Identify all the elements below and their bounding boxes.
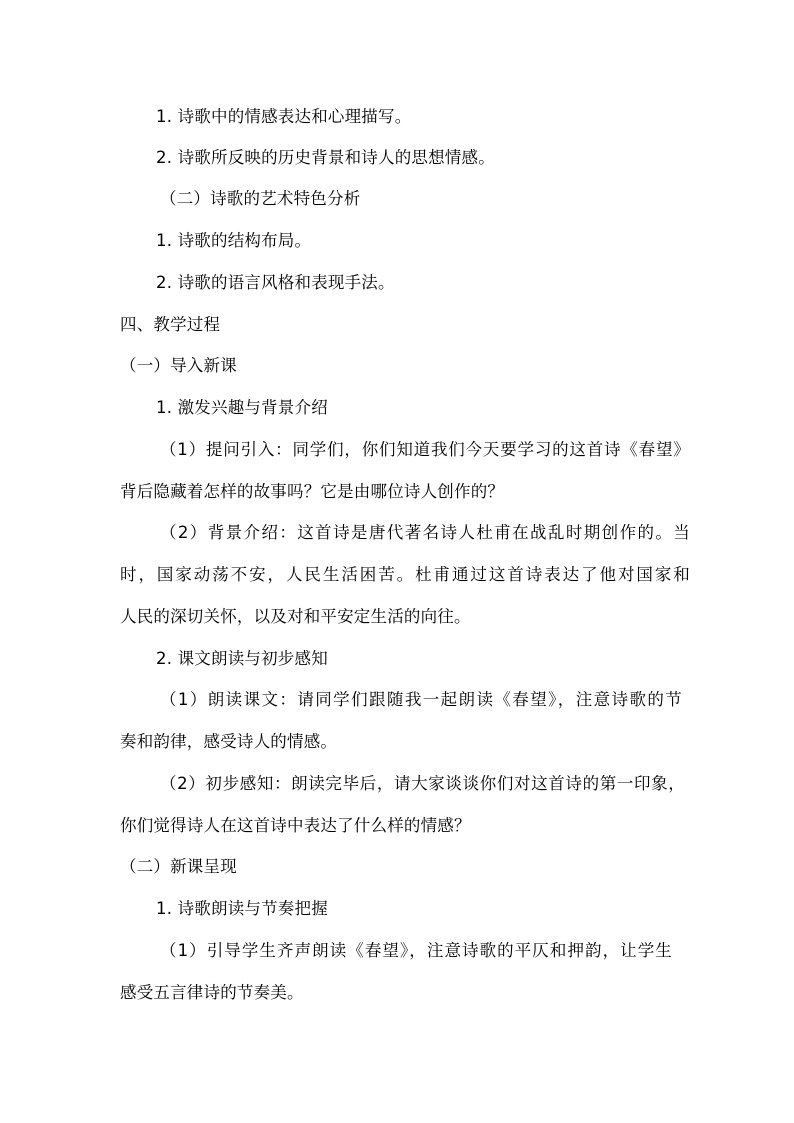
subheading-reading-perception: 2. 课文朗读与初步感知 <box>156 649 328 668</box>
paragraph-item-1-emotion: 1. 诗歌中的情感表达和心理描写。 <box>156 107 412 126</box>
paragraph-rhythm-line1: （1）引导学生齐声朗读《春望》，注意诗歌的平仄和押韵，让学生 <box>160 941 672 960</box>
paragraph-item-2-language: 2. 诗歌的语言风格和表现手法。 <box>156 273 395 292</box>
subheading-rhythm: 1. 诗歌朗读与节奏把握 <box>156 899 328 918</box>
paragraph-background-line1: （2）背景介绍：这首诗是唐代著名诗人杜甫在战乱时期创作的。当 <box>160 523 690 542</box>
paragraph-perception-line2: 你们觉得诗人在这首诗中表达了什么样的情感？ <box>120 816 471 835</box>
paragraph-question-line2: 背后隐藏着怎样的故事吗？它是由哪位诗人创作的？ <box>120 482 505 501</box>
paragraph-question-line1: （1）提问引入：同学们，你们知道我们今天要学习的这首诗《春望》 <box>160 440 690 459</box>
chapter-heading-teaching-process: 四、教学过程 <box>120 315 221 334</box>
paragraph-background-line3: 人民的深切关怀，以及对和平安定生活的向往。 <box>120 607 471 626</box>
section-heading-new-lesson: （二）新课呈现 <box>120 857 237 876</box>
paragraph-perception-line1: （2）初步感知：朗读完毕后，请大家谈谈你们对这首诗的第一印象， <box>160 774 685 793</box>
section-heading-introduction: （一）导入新课 <box>120 356 237 375</box>
paragraph-item-2-background: 2. 诗歌所反映的历史背景和诗人的思想情感。 <box>156 148 495 167</box>
subheading-interest-background: 1. 激发兴趣与背景介绍 <box>156 398 328 417</box>
section-heading-art-features: （二）诗歌的艺术特色分析 <box>160 189 361 208</box>
paragraph-reading-line1: （1）朗读课文：请同学们跟随我一起朗读《春望》，注意诗歌的节 <box>160 690 682 709</box>
paragraph-reading-line2: 奏和韵律，感受诗人的情感。 <box>120 732 338 751</box>
paragraph-item-1-structure: 1. 诗歌的结构布局。 <box>156 231 312 250</box>
paragraph-background-line2: 时，国家动荡不安，人民生活困苦。杜甫通过这首诗表达了他对国家和 <box>120 565 690 584</box>
paragraph-rhythm-line2: 感受五言律诗的节奏美。 <box>120 983 304 1002</box>
